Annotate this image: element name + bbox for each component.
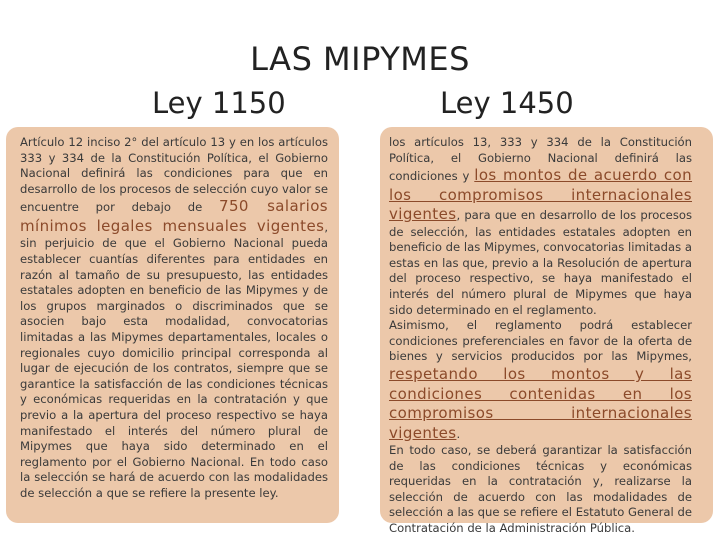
left-text-part-a: inciso 2° del artículo 13 y en los artículos 333 y 334 de la Constitución Política, el Gobierno Nacional definirá las condiciones para que en desarrollo de los procesos de selección cuyo valor se encuentre por debajo de — [20, 135, 328, 215]
right-paragraph-1 — [389, 135, 692, 318]
law-1450-heading: Ley 1450 — [440, 86, 574, 120]
right-highlight-montos: los montos de acuerdo con los compromisos internacionales vigentes — [389, 166, 693, 224]
left-paragraph — [20, 135, 328, 501]
right-text-part-b: , para que en desarrollo de los procesos de selección, las entidades estatales adopten en beneficio de las Mipymes, convocatorias limitadas a estas en las que, previo a la Resolución de apertura del proceso respectivo, se haya manifestado el interés del número plural de Mipymes que haya sido determinado en el reglamento. — [389, 208, 692, 317]
left-text-part-b: , sin perjuicio de que el Gobierno Nacional pueda establecer cuantías diferentes para entidades en razón al tamaño de su presupuesto, las entidades estatales adopten en beneficio de las Mipymes y de los grupos marginados o discriminados que se asocien bajo esta modalidad, convocatorias limitadas a las Mipymes departamentales, locales o regionales cuyo domicilio principal corresponda al lugar de ejecución de los contratos, siempre que se garantice la satisfacción de las condiciones técnicas y económicas requeridas en la contratación y que previo a la apertura del proceso respectivo se haya manifestado el interés del número plural de Mipymes que haya sido determinado en el reglamento por el Gobierno Nacional. En todo caso la selección se hará de acuerdo con las modalidades de selección a que se refiere la presente ley. — [20, 219, 328, 500]
left-text — [20, 135, 328, 501]
left-highlight-salarios: 750 salarios mínimos legales mensuales vigentes — [20, 197, 328, 235]
left-article-label: Artículo 12 — [20, 135, 84, 149]
right-highlight-respetando: respetando los montos y las condiciones contenidas en los compromisos internacionales vigentes — [389, 365, 692, 442]
page-title: LAS MIPYMES — [250, 40, 470, 78]
right-text-part-c: Asimismo, el reglamento podrá establecer condiciones preferenciales en favor de la oferta de bienes y servicios producidos por las Mipymes, — [389, 318, 692, 364]
right-text — [389, 135, 692, 537]
right-paragraph-3: En todo caso, se deberá garantizar la satisfacción de las condiciones técnicas y económicas requeridas en la contratación y, realizarse la selección de acuerdo con las modalidades de selección a las que se refiere el Estatuto General de Contratación de la Administración Pública. — [389, 443, 692, 535]
right-text-part-d: . — [456, 426, 461, 441]
right-text-part-a: los artículos 13, 333 y 334 de la Constitución Política, el Gobierno Nacional definirá las condiciones y — [389, 135, 692, 184]
law-1150-heading: Ley 1150 — [152, 86, 286, 120]
right-paragraph-2 — [389, 318, 692, 443]
